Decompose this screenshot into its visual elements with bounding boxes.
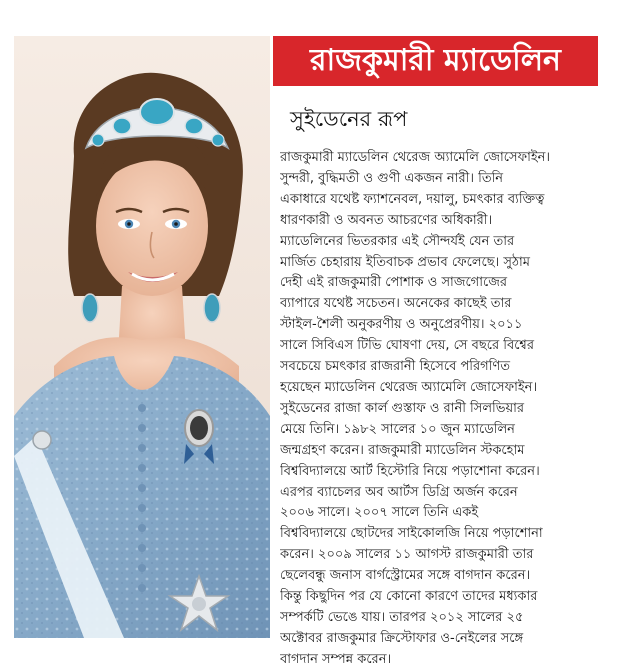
article-title: রাজকুমারী ম্যাডেলিন (310, 43, 561, 78)
body-line: জন্মগ্রহণ করেন। রাজকুমারী ম্যাডেলিন স্টকহোম (280, 442, 525, 458)
body-line: বিশ্ববিদ্যালয়ে ছোটদের সাইকোলজি নিয়ে পড়াশোনা (280, 526, 543, 542)
article-subtitle: সুইডেনের রূপ (290, 107, 408, 131)
body-line: ব্যাপারে যথেষ্ট সচেতন। অনেকের কাছেই তার (280, 296, 512, 312)
body-line: সালে সিবিএস টিভি ঘোষণা দেয়, সে বছরে বিশ্বের (280, 338, 535, 354)
body-line: কিন্তু কিছুদিন পর যে কোনো কারণে তাদের মধ্যকার (280, 589, 538, 605)
body-line: ছেলেবন্ধু জনাস বার্গস্ট্রোমের সঙ্গে বাগদান করেন। (280, 568, 531, 584)
body-line: একাধারে যথেষ্ট ফ্যাশনেবল, দয়ালু, চমৎকার ব্যক্তিত্ব (280, 191, 545, 207)
body-line: সুইডেনের রাজা কার্ল গুস্তাফ ও রানী সিলভিয়ার (280, 400, 525, 416)
face-shape (96, 156, 208, 296)
body-line: এরপর ব্যাচেলর অব আর্টস ডিগ্রি অর্জন করেন (280, 484, 518, 500)
shoulder-brooch (33, 431, 51, 449)
body-line: মার্জিত চেহারায় ইতিবাচক প্রভাব ফেলেছে। সুঠাম (280, 254, 530, 270)
body-line: হয়েছেন ম্যাডেলিন থেরেজ অ্যামেলি জোসেফাইন। (280, 379, 538, 395)
body-line: ২০০৬ সালে। ২০০৭ সালে তিনি একই (280, 505, 479, 521)
body-line: সম্পর্কটি ভেঙে যায়। তারপর ২০১২ সালের ২৫ (280, 609, 524, 625)
body-line: দেহী এই রাজকুমারী পোশাক ও সাজগোজের (280, 275, 507, 291)
body-line: অক্টোবর রাজকুমার ক্রিস্টোফার ও-নেইলের সঙ্গে (280, 630, 524, 646)
body-line: বাগদান সম্পন্ন করেন। (280, 651, 392, 667)
princess-portrait-photo (14, 36, 270, 638)
body-line: রাজকুমারী ম্যাডেলিন থেরেজ অ্যামেলি জোসেফাইন। (280, 150, 551, 165)
body-line: ধারণকারী ও অবনত আচরণের অধিকারী। (280, 212, 493, 228)
body-line: ম্যাডেলিনের ভিতরকার এই সৌন্দর্যই যেন তার (280, 233, 515, 249)
portrait-illustration (14, 36, 270, 638)
body-line: করেন। ২০০৯ সালের ১১ আগস্ট রাজকুমারী তার (280, 547, 534, 563)
body-line: মেয়ে তিনি। ১৯৮২ সালের ১০ জুন ম্যাডেলিন (280, 421, 515, 437)
body-line: সুন্দরী, বুদ্ধিমতী ও গুণী একজন নারী। তিনি (280, 170, 504, 186)
body-line: স্টাইল-শৈলী অনুকরণীয় ও অনুপ্রেরণীয়। ২০১১ (280, 317, 523, 333)
article-title-banner (273, 36, 598, 86)
article-body (280, 148, 602, 671)
body-line: সবচেয়ে চমৎকার রাজরানী হিসেবে পরিগণিত (280, 359, 510, 375)
body-line: বিশ্ববিদ্যালয়ে আর্ট হিস্টোরি নিয়ে পড়াশোনা করেন। (280, 463, 540, 479)
